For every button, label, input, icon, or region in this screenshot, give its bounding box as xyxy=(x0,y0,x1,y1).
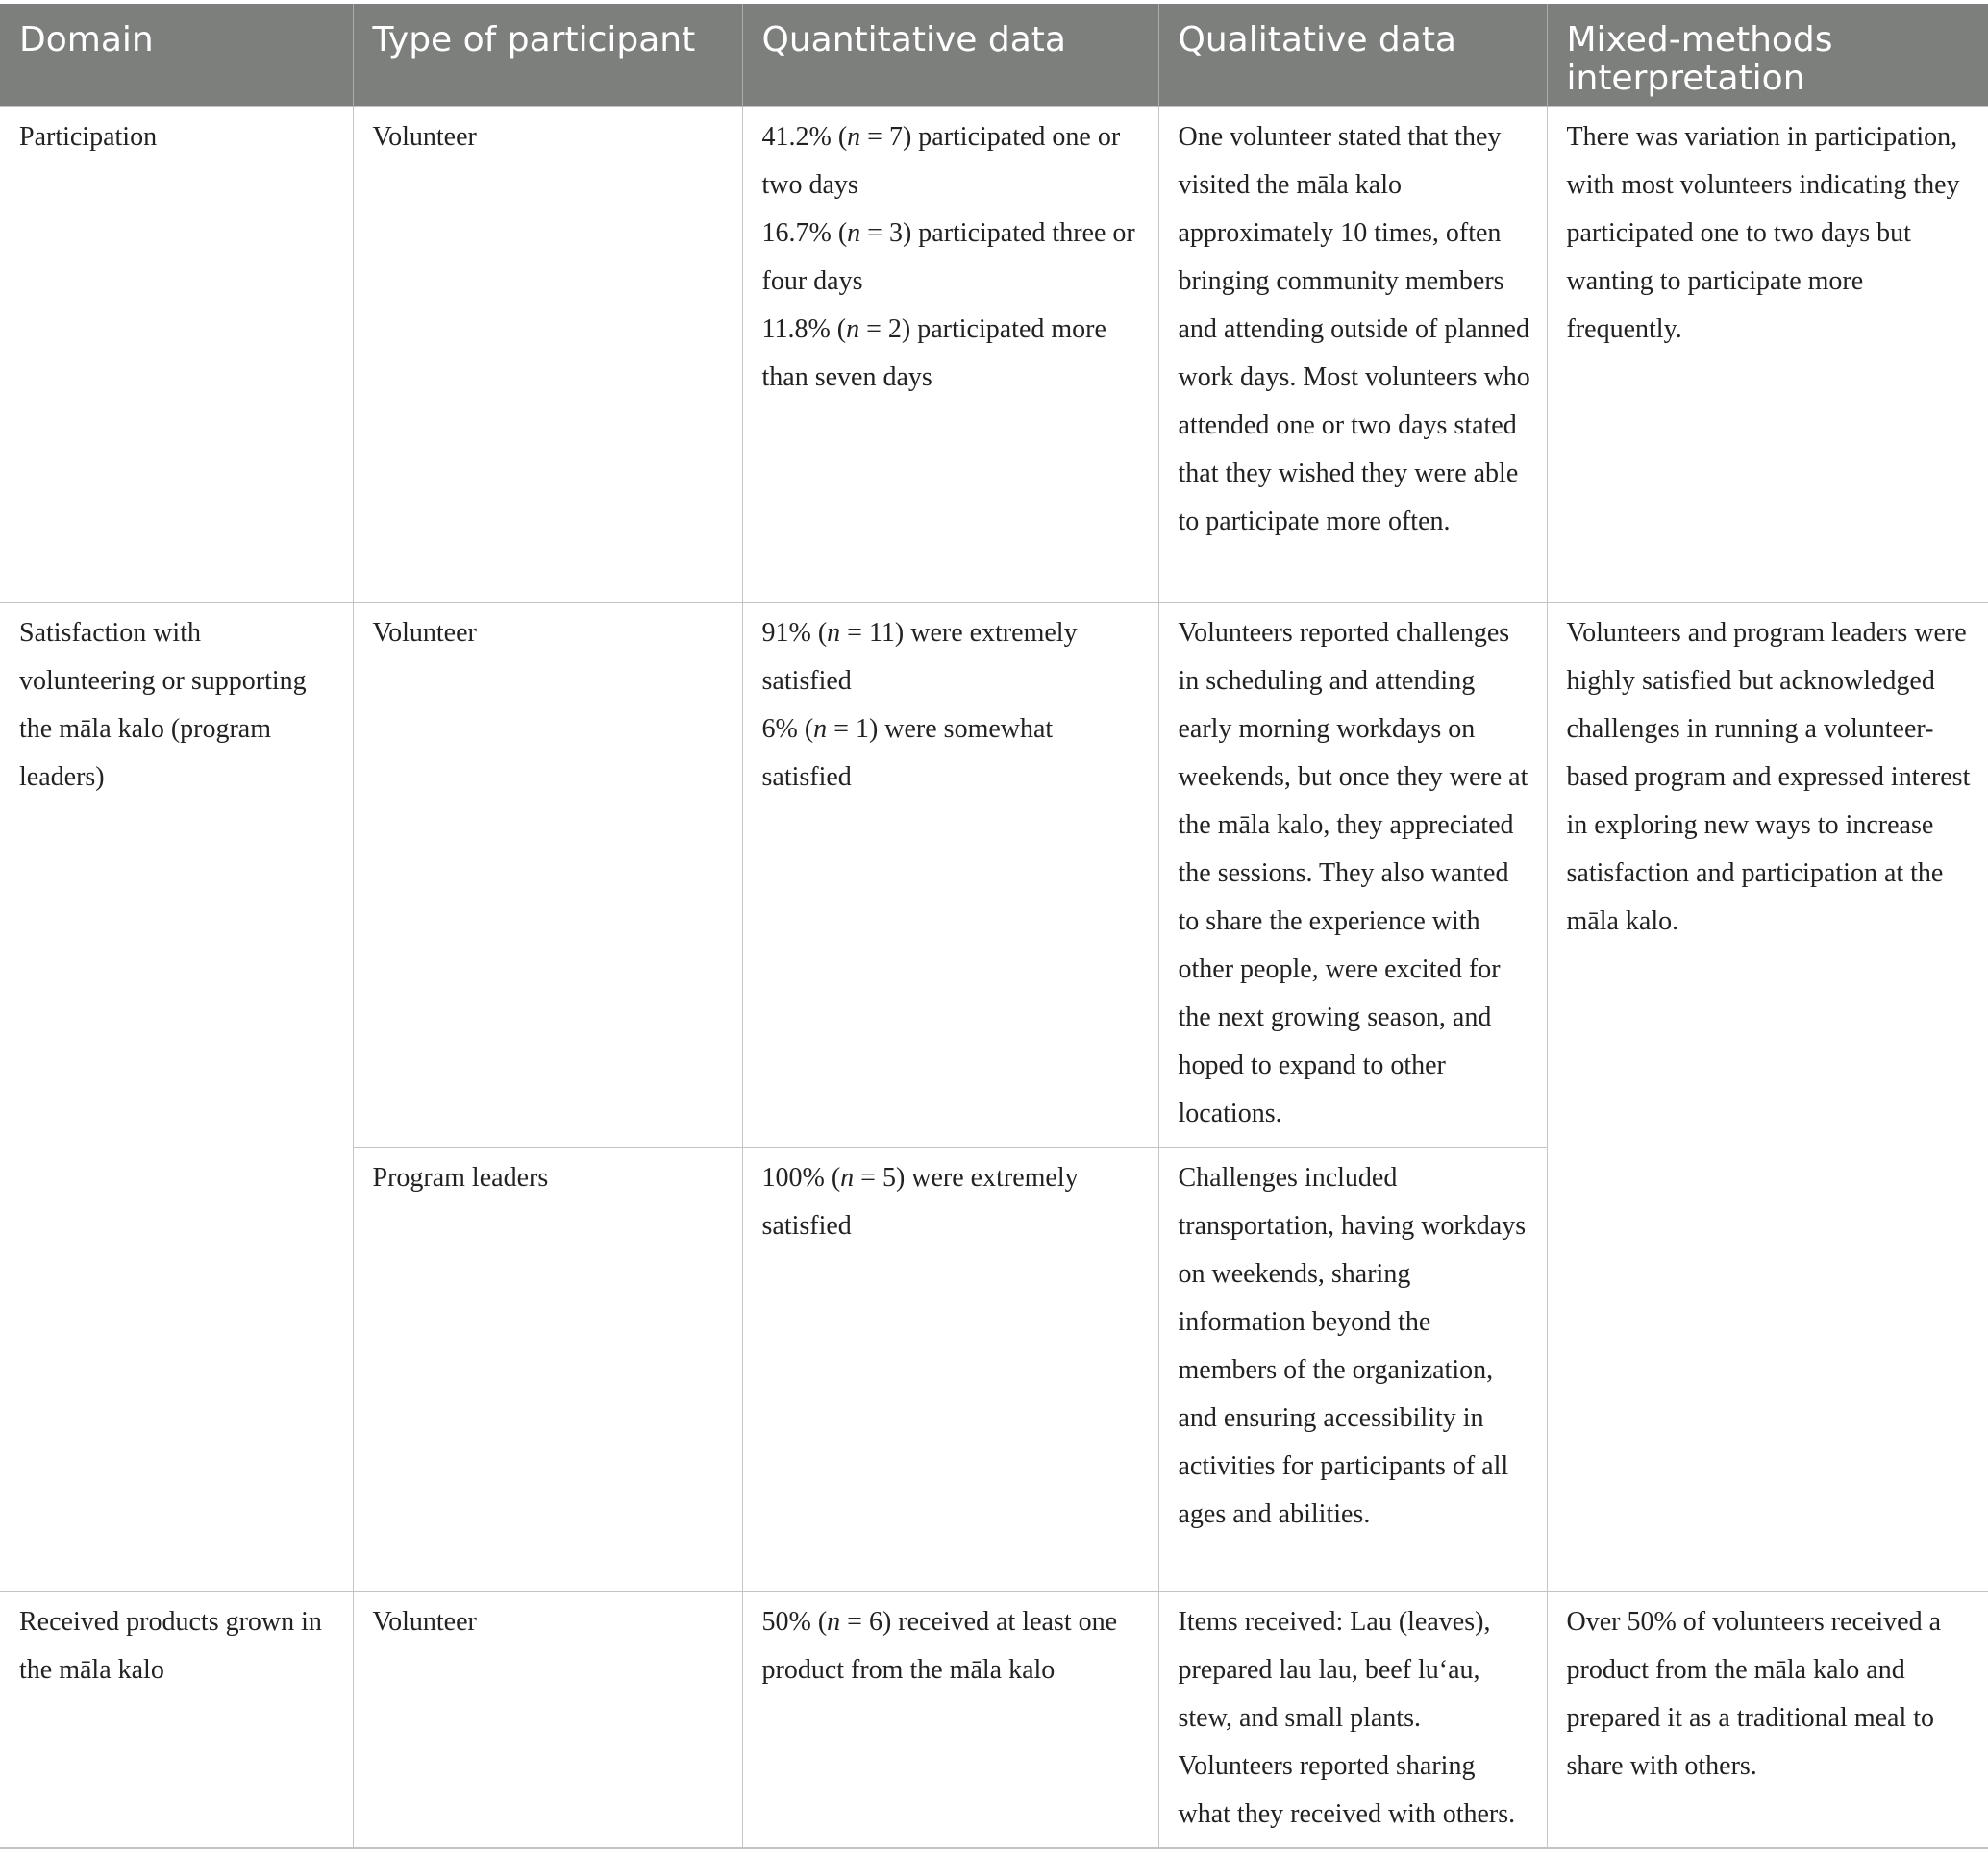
interpretation-cell: Volunteers and program leaders were highly satisfied but acknowledged challenges in running a volunteer-based program and expressed interest in exploring new ways to increase satisfaction and participation at the māla kalo. xyxy=(1547,603,1988,1592)
quantitative-line: 100% (n = 5) were extremely satisfied xyxy=(761,1163,1079,1241)
results-table xyxy=(0,4,1988,1849)
header-domain: Domain xyxy=(0,4,353,107)
interpretation-cell: Over 50% of volunteers received a product from the māla kalo and prepared it as a traditional meal to share with others. xyxy=(1547,1592,1988,1849)
header-qualitative-data: Qualitative data xyxy=(1158,4,1547,107)
domain-cell: Satisfaction with volunteering or supporting the māla kalo (program leaders) xyxy=(0,603,353,1592)
table-header xyxy=(0,4,1988,107)
participant-cell: Program leaders xyxy=(353,1148,742,1592)
quantitative-cell xyxy=(742,107,1158,603)
quantitative-cell xyxy=(742,1592,1158,1849)
interpretation-cell: There was variation in participation, with most volunteers indicating they participated one to two days but wanting to participate more frequently. xyxy=(1547,107,1988,603)
header-type-of-participant: Type of participant xyxy=(353,4,742,107)
quantitative-line: 6% (n = 1) were somewhat satisfied xyxy=(761,714,1054,792)
quantitative-line: 11.8% (n = 2) participated more than seven days xyxy=(761,314,1106,392)
header-mixed-methods-interpretation: Mixed-methods interpretation xyxy=(1547,4,1988,107)
quantitative-cell xyxy=(742,603,1158,1148)
table-row xyxy=(0,107,1988,603)
qualitative-cell: Volunteers reported challenges in scheduling and attending early morning workdays on weekends, but once they were at the māla kalo, they appreciated the sessions. They also wanted to share the experience with other people, were excited for the next growing season, and hoped to expand to other locations. xyxy=(1158,603,1547,1148)
table-row xyxy=(0,1592,1988,1849)
qualitative-cell: Challenges included transportation, having workdays on weekends, sharing information beyond the members of the organization, and ensuring accessibility in activities for participants of all ages and abilities. xyxy=(1158,1148,1547,1592)
quantitative-cell xyxy=(742,1148,1158,1592)
quantitative-line: 50% (n = 6) received at least one product from the māla kalo xyxy=(761,1607,1118,1685)
domain-cell: Received products grown in the māla kalo xyxy=(0,1592,353,1849)
domain-cell: Participation xyxy=(0,107,353,603)
header-row xyxy=(0,4,1988,107)
quantitative-line: 16.7% (n = 3) participated three or four days xyxy=(761,218,1135,296)
table-row xyxy=(0,603,1988,1148)
header-quantitative-data: Quantitative data xyxy=(742,4,1158,107)
participant-cell: Volunteer xyxy=(353,107,742,603)
quantitative-line: 91% (n = 11) were extremely satisfied xyxy=(761,618,1078,696)
table-body xyxy=(0,107,1988,1849)
qualitative-cell: Items received: Lau (leaves), prepared lau lau, beef lu‘au, stew, and small plants. Volunteers reported sharing what they received with others. xyxy=(1158,1592,1547,1849)
participant-cell: Volunteer xyxy=(353,1592,742,1849)
participant-cell: Volunteer xyxy=(353,603,742,1148)
quantitative-line: 41.2% (n = 7) participated one or two days xyxy=(761,122,1121,200)
qualitative-cell: One volunteer stated that they visited the māla kalo approximately 10 times, often bringing community members and attending outside of planned work days. Most volunteers who attended one or two days stated that they wished they were able to participate more often. xyxy=(1158,107,1547,603)
